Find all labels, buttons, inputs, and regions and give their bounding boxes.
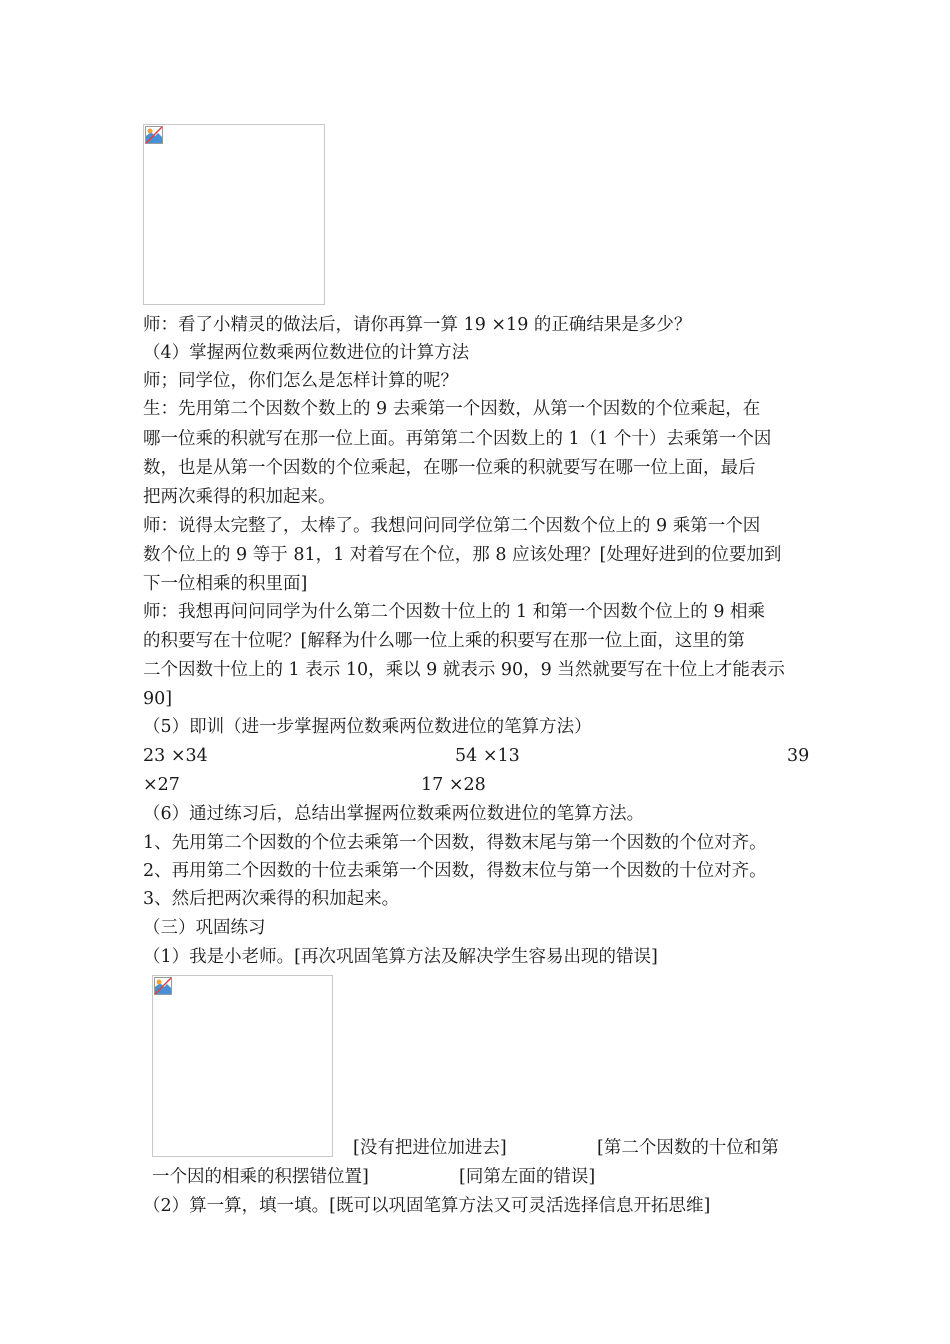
broken-image-icon — [145, 126, 163, 144]
text-line: 二个因数十位上的 1 表示 10，乘以 9 就表示 90，9 当然就要写在十位上才能表示 — [143, 660, 785, 680]
text-line: 数，也是从第一个因数的个位乘起，在哪一位乘的积就要写在哪一位上面，最后 — [143, 458, 756, 478]
broken-image-icon — [154, 977, 172, 995]
broken-image-1 — [143, 124, 325, 305]
text-line: （1）我是小老师。[再次巩固笔算方法及解决学生容易出现的错误] — [143, 947, 658, 967]
text-line: （2）算一算，填一填。[既可以巩固笔算方法又可灵活选择信息开拓思维] — [143, 1196, 711, 1216]
text-line: 哪一位乘的积就写在那一位上面。再第第二个因数上的 1（1 个十）去乘第一个因 — [143, 429, 772, 449]
text-line: 师：看了小精灵的做法后，请你再算一算 19 ×19 的正确结果是多少？ — [143, 315, 692, 335]
exercise-item: 54 ×13 — [455, 746, 520, 766]
section-heading: （4）掌握两位数乘两位数进位的计算方法 — [143, 343, 470, 363]
broken-image-2 — [152, 975, 333, 1157]
exercise-item: 17 ×28 — [421, 775, 486, 795]
error-note: [第二个因数的十位和第 — [597, 1138, 779, 1158]
text-line: 1、先用第二个因数的个位去乘第一个因数，得数末尾与第一个因数的个位对齐。 — [143, 833, 767, 853]
section-heading: （三）巩固练习 — [143, 918, 266, 938]
text-line: 师：说得太完整了，太棒了。我想问问同学位第二个因数个位上的 9 乘第一个因 — [143, 516, 761, 536]
text-line: 2、再用第二个因数的十位去乘第一个因数，得数末位与第一个因数的十位对齐。 — [143, 861, 767, 881]
exercise-item: ×27 — [143, 775, 180, 795]
text-line: 下一位相乘的积里面] — [143, 574, 308, 594]
exercise-item: 23 ×34 — [143, 746, 208, 766]
text-line: 师；同学位，你们怎么是怎样计算的呢？ — [143, 371, 458, 391]
section-heading: （5）即训（进一步掌握两位数乘两位数进位的笔算方法） — [143, 717, 592, 737]
text-line: 的积要写在十位呢？[解释为什么哪一位上乘的积要写在那一位上面，这里的第 — [143, 631, 745, 651]
section-heading: （6）通过练习后，总结出掌握两位数乘两位数进位的笔算方法。 — [143, 804, 645, 824]
text-line: 数个位上的 9 等于 81，1 对着写在个位，那 8 应该处理？[处理好进到的位要加到 — [143, 545, 782, 565]
error-note: [没有把进位加进去] — [353, 1138, 507, 1158]
text-line: 把两次乘得的积加起来。 — [143, 487, 336, 507]
error-note: 一个因的相乘的积摆错位置] — [152, 1167, 369, 1187]
exercise-item: 39 — [787, 746, 810, 766]
text-line: 师：我想再问问同学为什么第二个因数十位上的 1 和第一个因数个位上的 9 相乘 — [143, 602, 766, 622]
text-line: 90] — [143, 689, 173, 709]
error-note: [同第左面的错误] — [459, 1167, 596, 1187]
text-line: 3、然后把两次乘得的积加起来。 — [143, 889, 400, 909]
text-line: 生：先用第二个因数个数上的 9 去乘第一个因数，从第一个因数的个位乘起，在 — [143, 399, 761, 419]
